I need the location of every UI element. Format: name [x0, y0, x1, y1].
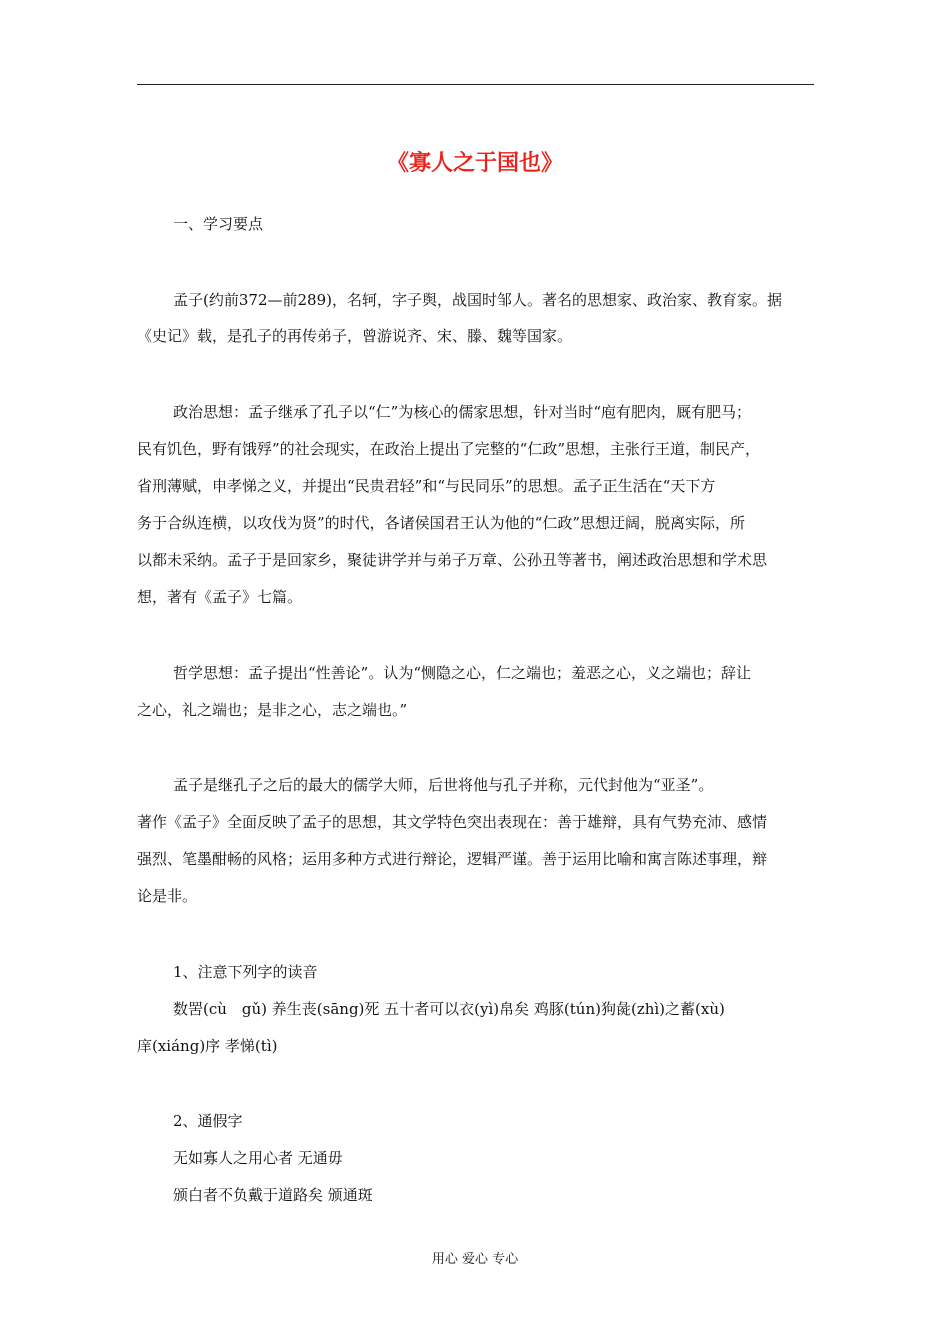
paragraph-line: 民有饥色，野有饿殍”的社会现实，在政治上提出了完整的“仁政”思想，主张行王道，制民产， [137, 440, 761, 458]
document-title: 《寡人之于国也》 [386, 150, 563, 176]
paragraph-line: 务于合纵连横，以攻伐为贤”的时代，各诸侯国君王认为他的“仁政”思想迂阔，脱离实际，所 [137, 514, 746, 532]
paragraph-line: 想，著有《孟子》七篇。 [137, 588, 303, 606]
subsection-heading: 1、注意下列字的读音 [173, 963, 318, 981]
paragraph-line: 强烈、笔墨酣畅的风格；运用多种方式进行辩论，逻辑严谨。善于运用比喻和寓言陈述事理，辩 [137, 850, 768, 868]
section-heading: 一、学习要点 [173, 215, 264, 233]
subsection-heading: 2、通假字 [173, 1112, 243, 1130]
paragraph-line: 《史记》载，是孔子的再传弟子，曾游说齐、宋、滕、魏等国家。 [137, 327, 573, 345]
paragraph-line: 孟子(约前372—前289)，名轲，字子舆，战国时邹人。著名的思想家、政治家、教育家。据 [173, 291, 782, 309]
paragraph-line: 数罟(cù gǔ) 养生丧(sāng)死 五十者可以衣(yì)帛矣 鸡豚(tún)狗彘(zhì)之蓄(xù) [173, 1000, 725, 1018]
paragraph-line: 省刑薄赋，申孝悌之义，并提出“民贵君轻”和“与民同乐”的思想。孟子正生活在“天下方 [137, 477, 716, 495]
paragraph-line: 庠(xiáng)序 孝悌(tì) [137, 1037, 278, 1055]
paragraph-line: 论是非。 [137, 887, 198, 905]
paragraph-line: 孟子是继孔子之后的最大的儒学大师，后世将他与孔子并称，元代封他为“亚圣”。 [173, 776, 714, 794]
paragraph-line: 哲学思想：孟子提出“性善论”。认为“恻隐之心，仁之端也；羞恶之心，义之端也；辞让 [173, 664, 752, 682]
header-rule [137, 84, 814, 85]
paragraph-line: 政治思想：孟子继承了孔子以“仁”为核心的儒家思想，针对当时“庖有肥肉，厩有肥马； [173, 403, 752, 421]
page-footer: 用心 爱心 专心 [431, 1252, 519, 1267]
paragraph-line: 之心，礼之端也；是非之心，志之端也。” [137, 701, 408, 719]
paragraph-line: 颁白者不负戴于道路矣 颁通斑 [173, 1186, 373, 1204]
paragraph-line: 著作《孟子》全面反映了孟子的思想，其文学特色突出表现在：善于雄辩，具有气势充沛、感情 [137, 813, 768, 831]
paragraph-line: 无如寡人之用心者 无通毋 [173, 1149, 343, 1167]
paragraph-line: 以都未采纳。孟子于是回家乡，聚徒讲学并与弟子万章、公孙丑等著书，阐述政治思想和学术思 [137, 551, 768, 569]
